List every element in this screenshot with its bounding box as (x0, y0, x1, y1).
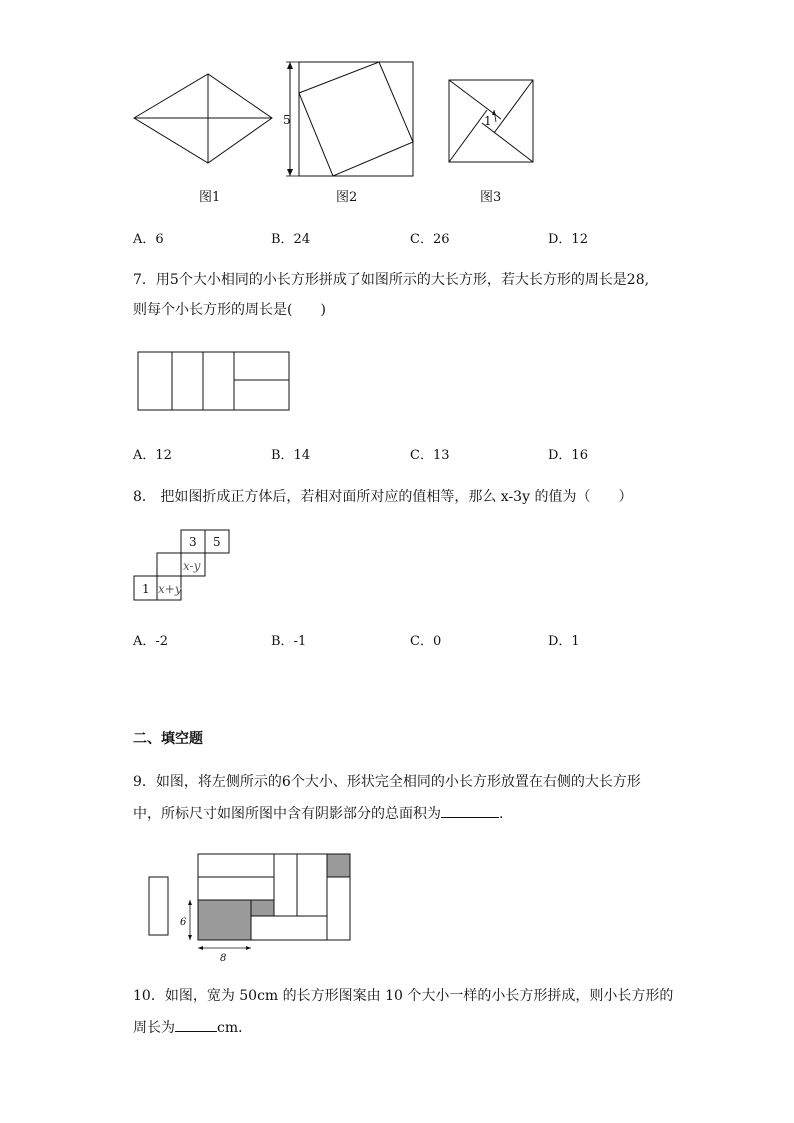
figure-3-caption: 图3 (480, 190, 502, 205)
q10-text-line1: 10．如图，宽为 50cm 的长方形图案由 10 个大小一样的小长方形拼成，则小长方形的 (133, 988, 674, 1004)
q9-rectangles-figure (145, 850, 355, 965)
q9-height-label: 6 (180, 917, 187, 928)
q7-rectangle-figure (136, 350, 292, 414)
q8-option-a: A．-2 (133, 634, 169, 649)
q10-answer-blank[interactable] (175, 1017, 217, 1032)
fig2-side-label: 5 (283, 113, 291, 127)
q7-text-line1: 7．用5个大小相同的小长方形拼成了如图所示的大长方形，若大长方形的周长是28, (133, 272, 650, 288)
q6-option-d: D．12 (548, 232, 588, 247)
q8-option-d: D．1 (548, 634, 580, 649)
cube-cell-5: 5 (213, 535, 221, 549)
cube-cell-1: 1 (142, 582, 150, 596)
q6-option-b: B．24 (271, 232, 311, 247)
q8-text: 8． 把如图折成正方体后，若相对面所对应的值相等，那么 x-3y 的值为（ ） (133, 489, 633, 505)
section-2-title: 二、填空题 (133, 731, 203, 747)
q10-text-line2-prefix: 周长为 (133, 1020, 175, 1036)
q7-option-c: C．13 (410, 448, 450, 463)
figure-1-rhombus (130, 70, 276, 170)
q7-option-d: D．16 (548, 448, 588, 463)
cube-cell-x-minus-y: x-y (183, 559, 201, 573)
q6-option-c: C．26 (410, 232, 450, 247)
q8-option-b: B．-1 (271, 634, 307, 649)
cube-cell-3: 3 (189, 535, 197, 549)
q9-width-label: 8 (220, 953, 227, 964)
q7-option-b: B．14 (271, 448, 311, 463)
q7-text-line2: 则每个小长方形的周长是( ) (133, 302, 326, 318)
figure-3-square (446, 77, 536, 165)
q7-option-a: A．12 (133, 448, 172, 463)
q9-answer-blank[interactable] (441, 803, 499, 818)
fig3-inner-label: 1 (484, 114, 492, 128)
q6-option-a: A．6 (133, 232, 164, 247)
q9-text-line2 (133, 803, 503, 824)
q9-text-line1: 9．如图，将左侧所示的6个大小、形状完全相同的小长方形放置在右侧的大长方形 (133, 774, 641, 790)
q8-option-c: C．0 (410, 634, 442, 649)
q10-text-line2 (133, 1017, 252, 1038)
q9-text-line2-suffix: . (499, 806, 504, 822)
cube-cell-x-plus-y: x+y (158, 582, 182, 596)
q8-cube-net (132, 528, 238, 604)
figure-2-caption: 图2 (336, 190, 358, 205)
q10-text-line2-suffix: cm． (217, 1020, 253, 1036)
q9-text-line2-prefix: 中，所标尺寸如图所图中含有阴影部分的总面积为 (133, 806, 441, 822)
figure-2-square (283, 58, 418, 182)
figure-1-caption: 图1 (199, 190, 221, 205)
